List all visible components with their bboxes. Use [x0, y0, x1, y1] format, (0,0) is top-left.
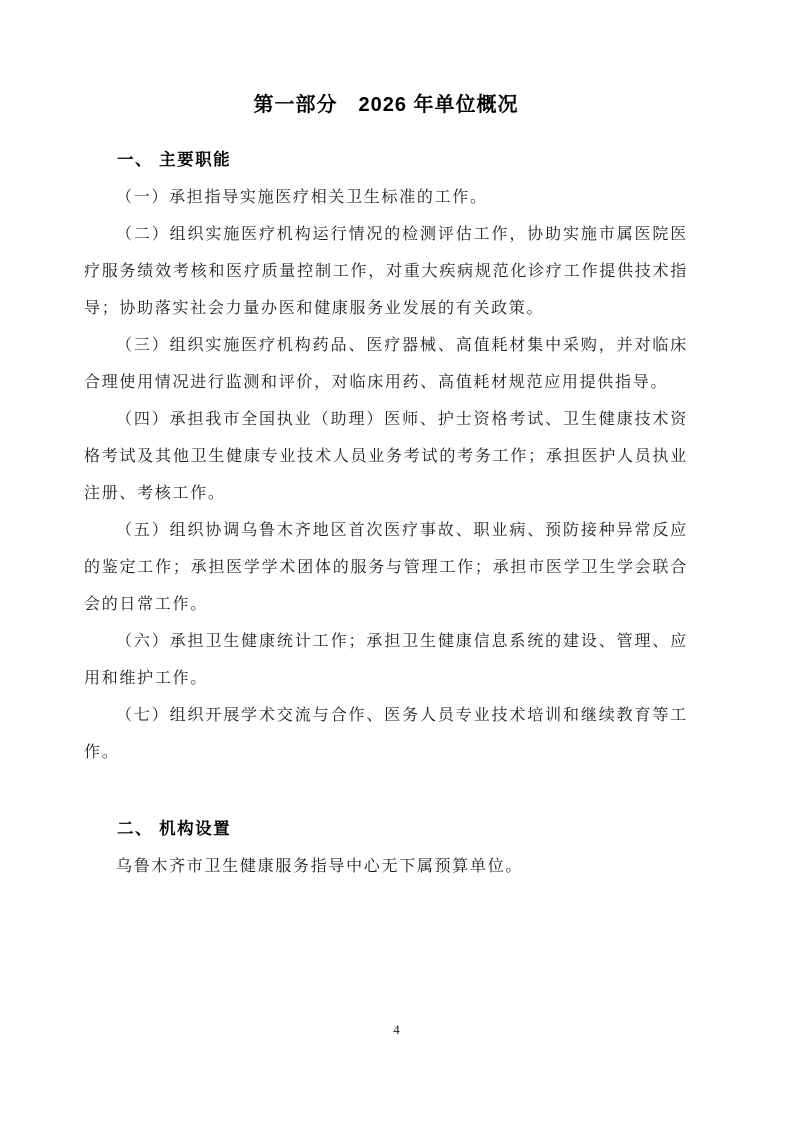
paragraph-item-4: （四）承担我市全国执业（助理）医师、护士资格考试、卫生健康技术资格考试及其他卫生健康专业技术人员业务考试的考务工作；承担医护人员执业注册、考核工作。 [84, 411, 688, 502]
paragraph-item-1: （一）承担指导实施医疗相关卫生标准的工作。 [116, 189, 488, 206]
paragraph-item-5: （五）组织协调乌鲁木齐地区首次医疗事故、职业病、预防接种异常反应的鉴定工作；承担医学学术团体的服务与管理工作；承担市医学卫生学会联合会的日常工作。 [84, 522, 688, 613]
paragraph-item-3: （三）组织实施医疗机构药品、医疗器械、高值耗材集中采购，并对临床合理使用情况进行监测和评价，对临床用药、高值耗材规范应用提供指导。 [84, 337, 688, 391]
page-number: 4 [393, 1022, 400, 1037]
section-main-functions [84, 142, 688, 771]
page-title: 第一部分 2026 年单位概况 [253, 94, 519, 116]
paragraph-item-2: （二）组织实施医疗机构运行情况的检测评估工作，协助实施市属医院医疗服务绩效考核和医疗质量控制工作，对重大疾病规范化诊疗工作提供技术指导；协助落实社会力量办医和健康服务业发展的有关政策。 [84, 226, 688, 317]
paragraph-organization: 乌鲁木齐市卫生健康服务指导中心无下属预算单位。 [116, 858, 524, 875]
section-heading-main-functions: 一、 主要职能 [117, 151, 232, 169]
section-heading-organization: 二、 机构设置 [117, 820, 232, 838]
section-organization [84, 811, 688, 885]
paragraph-item-6: （六）承担卫生健康统计工作；承担卫生健康信息系统的建设、管理、应用和维护工作。 [84, 633, 688, 687]
paragraph-item-7: （七）组织开展学术交流与合作、医务人员专业技术培训和继续教育等工作。 [84, 707, 688, 761]
page-content [84, 92, 688, 885]
